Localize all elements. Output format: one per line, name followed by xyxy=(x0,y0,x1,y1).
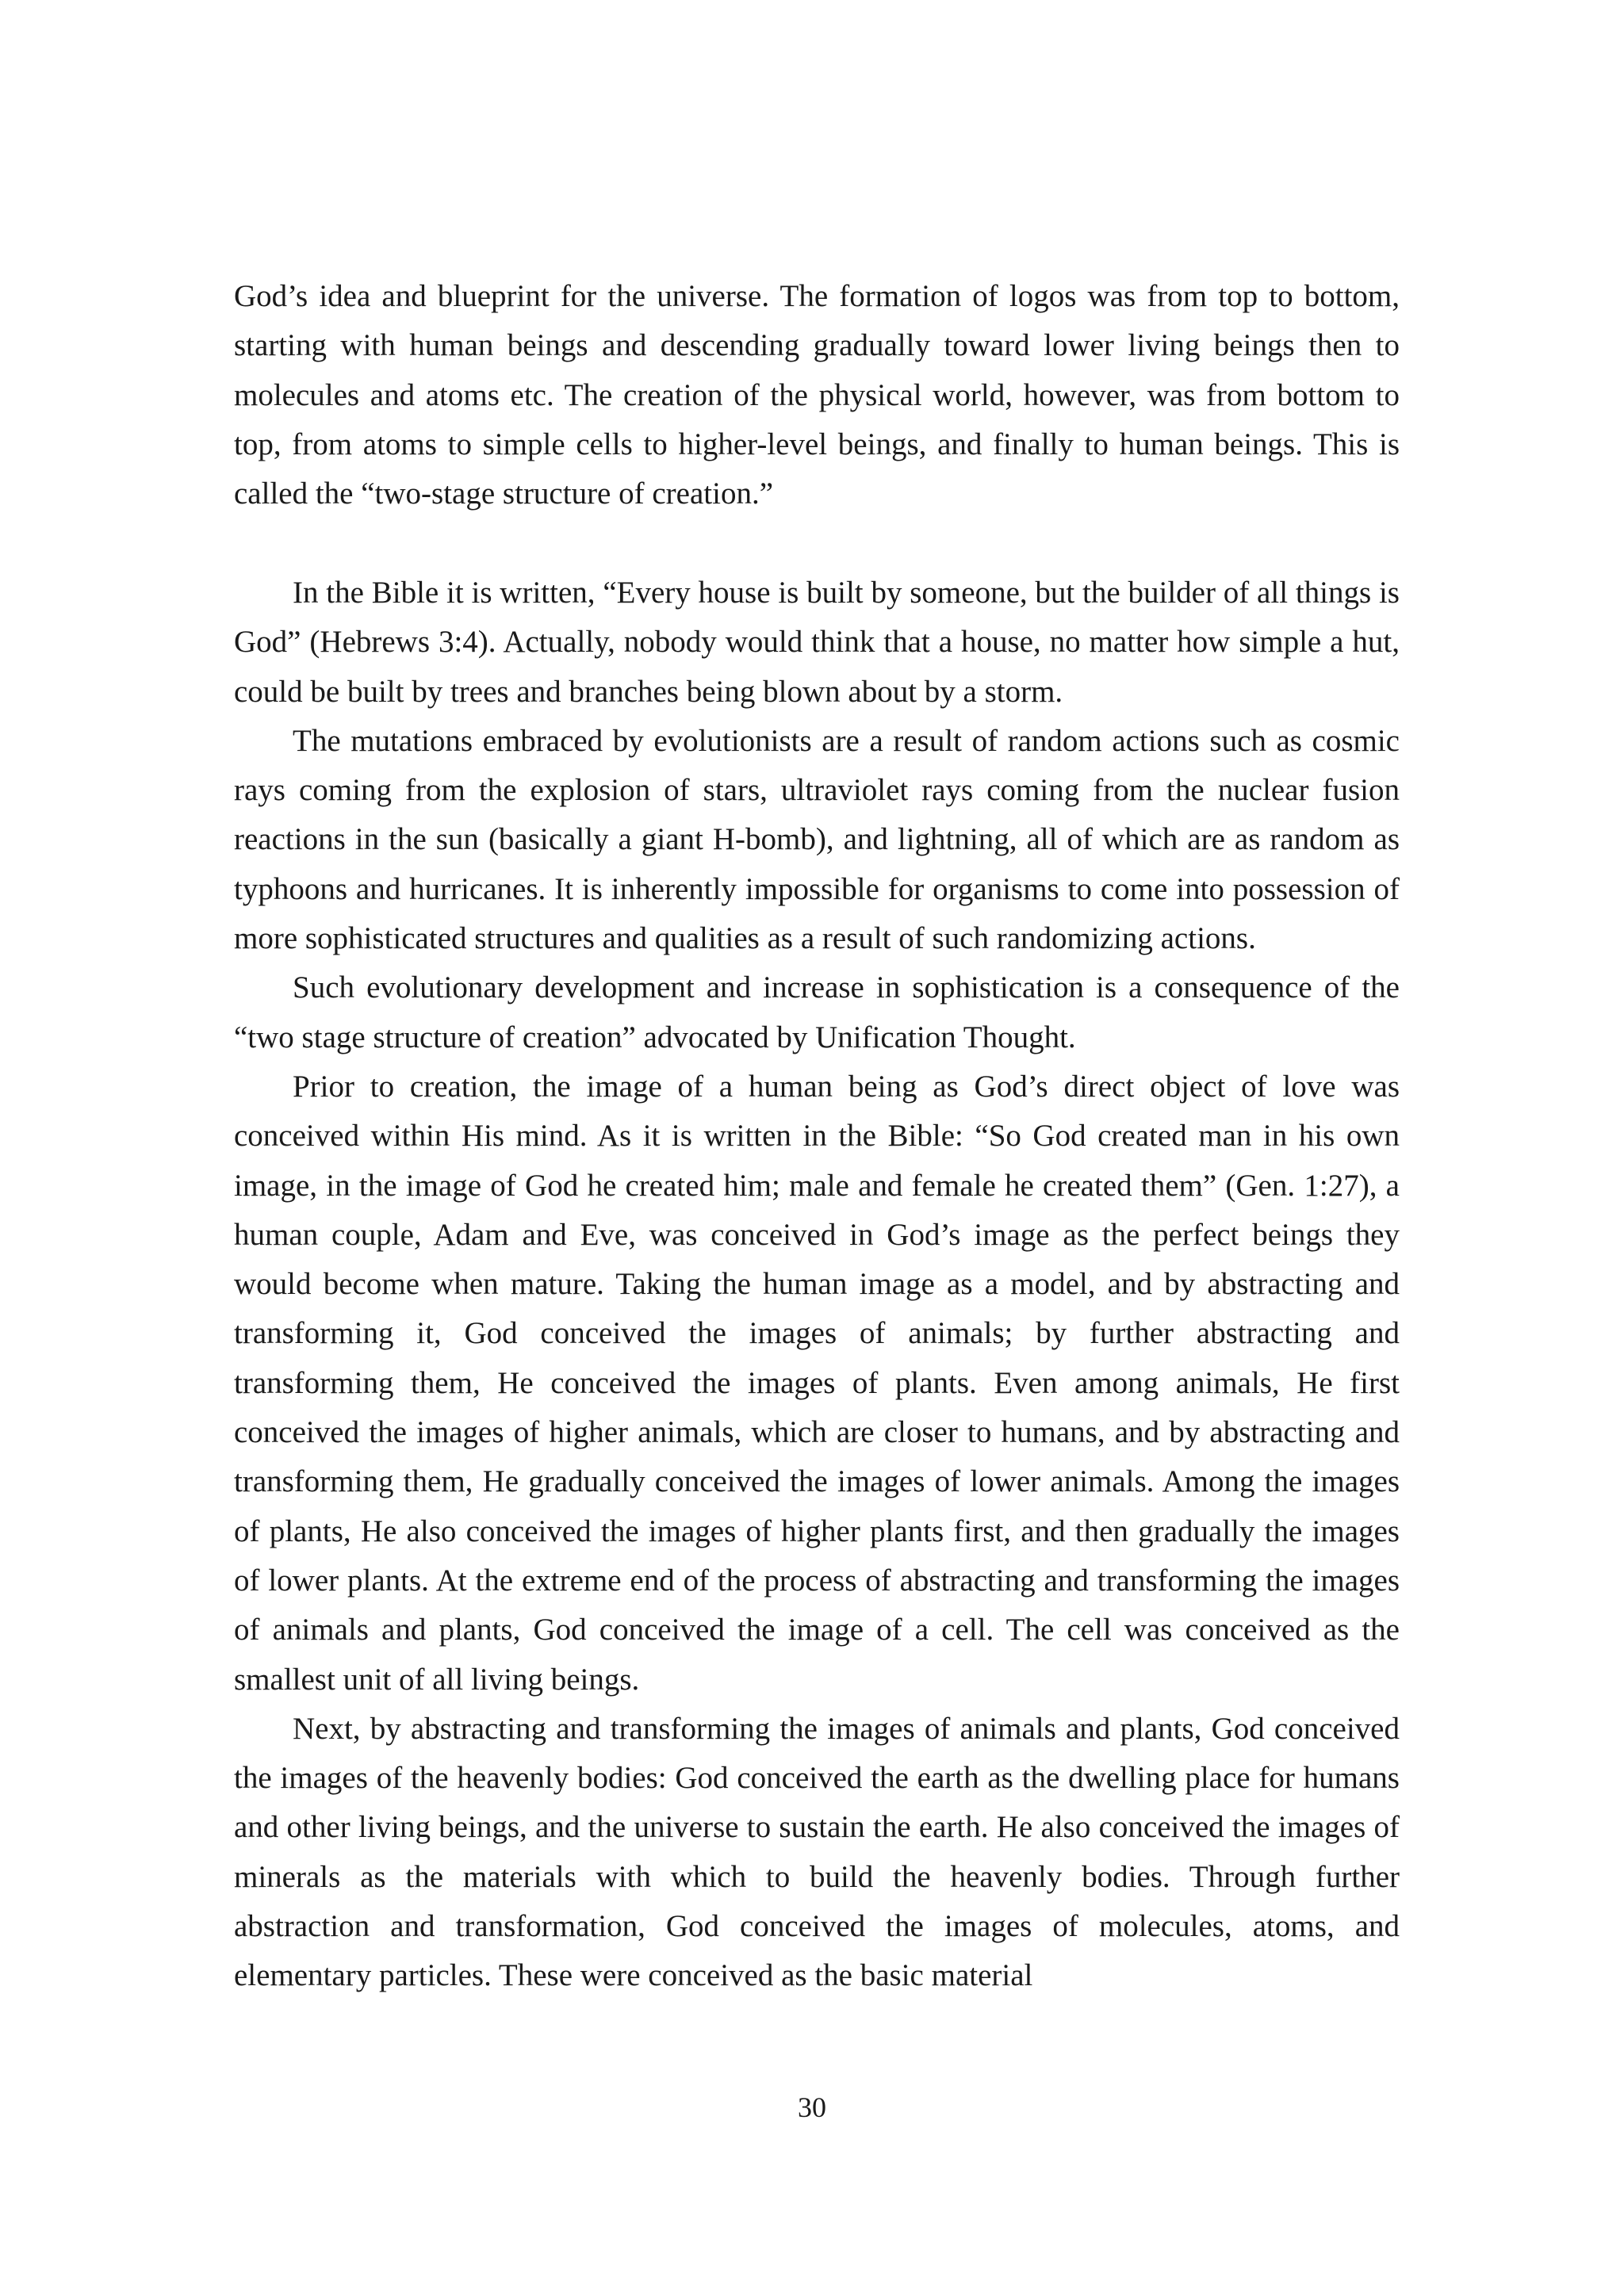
paragraph: Next, by abstracting and transforming the images of animals and plants, God conceived the images of the heavenly bodies: God conceived the earth as the dwelling place for humans and other living beings, and the universe to sustain the earth. He also conceived the images of minerals as the materials with which to build the heavenly bodies. Through further abstraction and transformation, God conceived the images of molecules, atoms, and elementary particles. These were conceived as the basic material xyxy=(234,1711,1400,1993)
main-text-block xyxy=(234,568,1400,2001)
paragraph: Prior to creation, the image of a human being as God’s direct object of love was conceived within His mind. As it is written in the Bible: “So God created man in his own image, in the image of God he created him; male and female he created them” (Gen. 1:27), a human couple, Adam and Eve, was conceived in God’s image as the perfect beings they would become when mature. Taking the human image as a model, and by abstracting and transforming it, God conceived the images of animals; by further abstracting and transforming them, He conceived the images of plants. Even among animals, He first conceived the images of higher animals, which are closer to humans, and by abstracting and transforming them, He gradually conceived the images of lower animals. Among the images of plants, He also conceived the images of higher plants first, and then gradually the images of lower plants. At the extreme end of the process of abstracting and transforming the images of animals and plants, God conceived the image of a cell. The cell was conceived as the smallest unit of all living beings. xyxy=(234,1069,1400,1697)
continued-paragraph-block xyxy=(234,272,1400,519)
page-number: 30 xyxy=(798,2091,826,2123)
paragraph: The mutations embraced by evolutionists are a result of random actions such as cosmic rays coming from the explosion of stars, ultraviolet rays coming from the nuclear fusion reactions in the sun (basically a giant H-bomb), and lightning, all of which are as random as typhoons and hurricanes. It is inherently impossible for organisms to come into possession of more sophisticated structures and qualities as a result of such randomizing actions. xyxy=(234,723,1400,956)
paragraph: God’s idea and blueprint for the universe. The formation of logos was from top to bottom, starting with human beings and descending gradually toward lower living beings then to molecules and atoms etc. The creation of the physical world, however, was from bottom to top, from atoms to simple cells to higher-level beings, and finally to human beings. This is called the “two-stage structure of creation.” xyxy=(234,279,1400,511)
paragraph: In the Bible it is written, “Every house is built by someone, but the builder of all things is God” (Hebrews 3:4). Actually, nobody would think that a house, no matter how simple a hut, could be built by trees and branches being blown about by a storm. xyxy=(234,576,1400,709)
paragraph: Such evolutionary development and increase in sophistication is a consequence of the “two stage structure of creation” advocated by Unification Thought. xyxy=(234,970,1400,1054)
